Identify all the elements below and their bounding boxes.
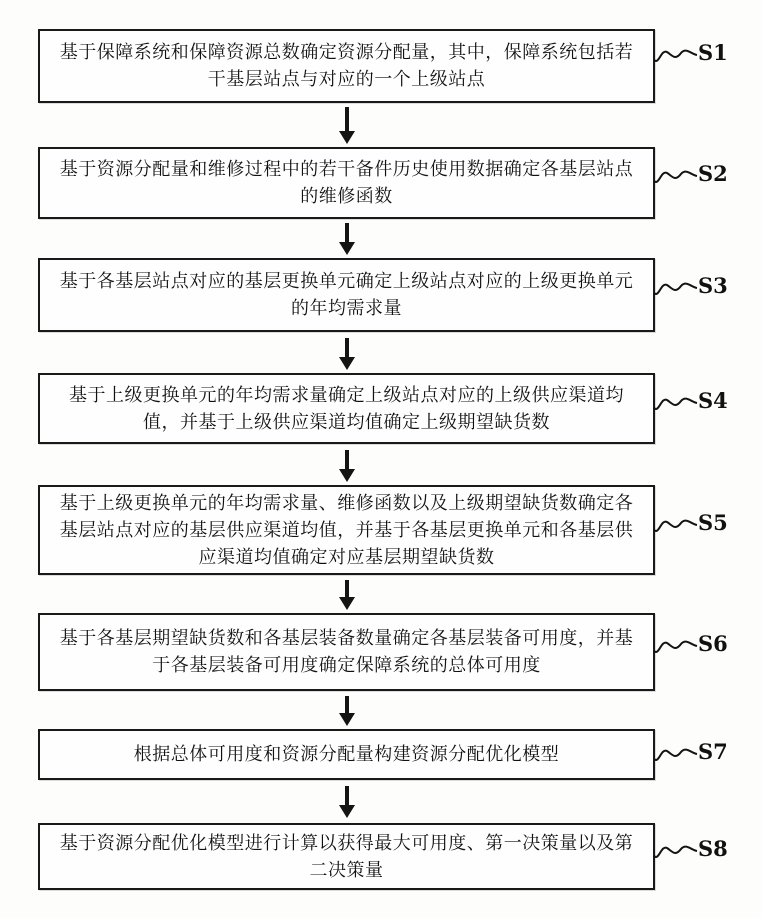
arrow-down-icon <box>339 223 355 255</box>
step-label-s7: S7 <box>698 739 728 764</box>
reference-squiggle-icon <box>653 741 699 767</box>
arrow-down-icon <box>339 107 355 144</box>
step-text: 基于保障系统和保障资源总数确定资源分配量，其中，保障系统包括若干基层站点与对应的一个上级站点 <box>59 42 634 90</box>
arrow-down-icon <box>339 338 355 370</box>
step-text: 基于上级更换单元的年均需求量、维修函数以及上级期望缺货数确定各基层站点对应的基层供应渠道均值，并基于各基层更换单元和各基层供应渠道均值确定对应基层期望缺货数 <box>59 492 634 568</box>
step-box-s3 <box>38 258 655 332</box>
reference-squiggle-icon <box>653 163 699 189</box>
step-box-s6 <box>38 613 655 691</box>
arrow-down-icon <box>339 580 355 610</box>
step-label-s3: S3 <box>698 273 728 298</box>
arrow-down-icon <box>339 696 355 726</box>
reference-squiggle-icon <box>653 42 699 68</box>
arrow-down-icon <box>339 786 355 818</box>
step-box-s2 <box>38 147 655 219</box>
step-label-s2: S2 <box>698 161 728 186</box>
step-label-s4: S4 <box>698 388 728 413</box>
step-text: 基于各基层期望缺货数和各基层装备数量确定各基层装备可用度，并基于各基层装备可用度确定保障系统的总体可用度 <box>59 628 634 676</box>
step-box-s7 <box>38 729 655 780</box>
step-box-s8 <box>38 823 655 890</box>
reference-squiggle-icon <box>653 512 699 538</box>
step-label-s6: S6 <box>698 631 728 656</box>
reference-squiggle-icon <box>653 633 699 659</box>
step-text: 基于上级更换单元的年均需求量确定上级站点对应的上级供应渠道均值，并基于上级供应渠道均值确定上级期望缺货数 <box>69 384 624 433</box>
step-box-s4 <box>38 373 655 444</box>
step-text: 根据总体可用度和资源分配量构建资源分配优化模型 <box>133 744 560 765</box>
step-text: 基于各基层站点对应的基层更换单元确定上级站点对应的上级更换单元的年均需求量 <box>59 271 634 319</box>
step-label-s5: S5 <box>698 510 728 535</box>
reference-squiggle-icon <box>653 275 699 301</box>
reference-squiggle-icon <box>653 390 699 416</box>
step-label-s1: S1 <box>698 40 728 65</box>
step-box-s1 <box>38 29 655 103</box>
arrow-down-icon <box>339 450 355 482</box>
step-text: 基于资源分配量和维修过程中的若干备件历史使用数据确定各基层站点的维修函数 <box>59 159 634 207</box>
step-label-s8: S8 <box>698 836 728 861</box>
reference-squiggle-icon <box>653 838 699 864</box>
step-box-s5 <box>38 485 655 575</box>
step-text: 基于资源分配优化模型进行计算以获得最大可用度、第一决策量以及第二决策量 <box>59 832 634 881</box>
